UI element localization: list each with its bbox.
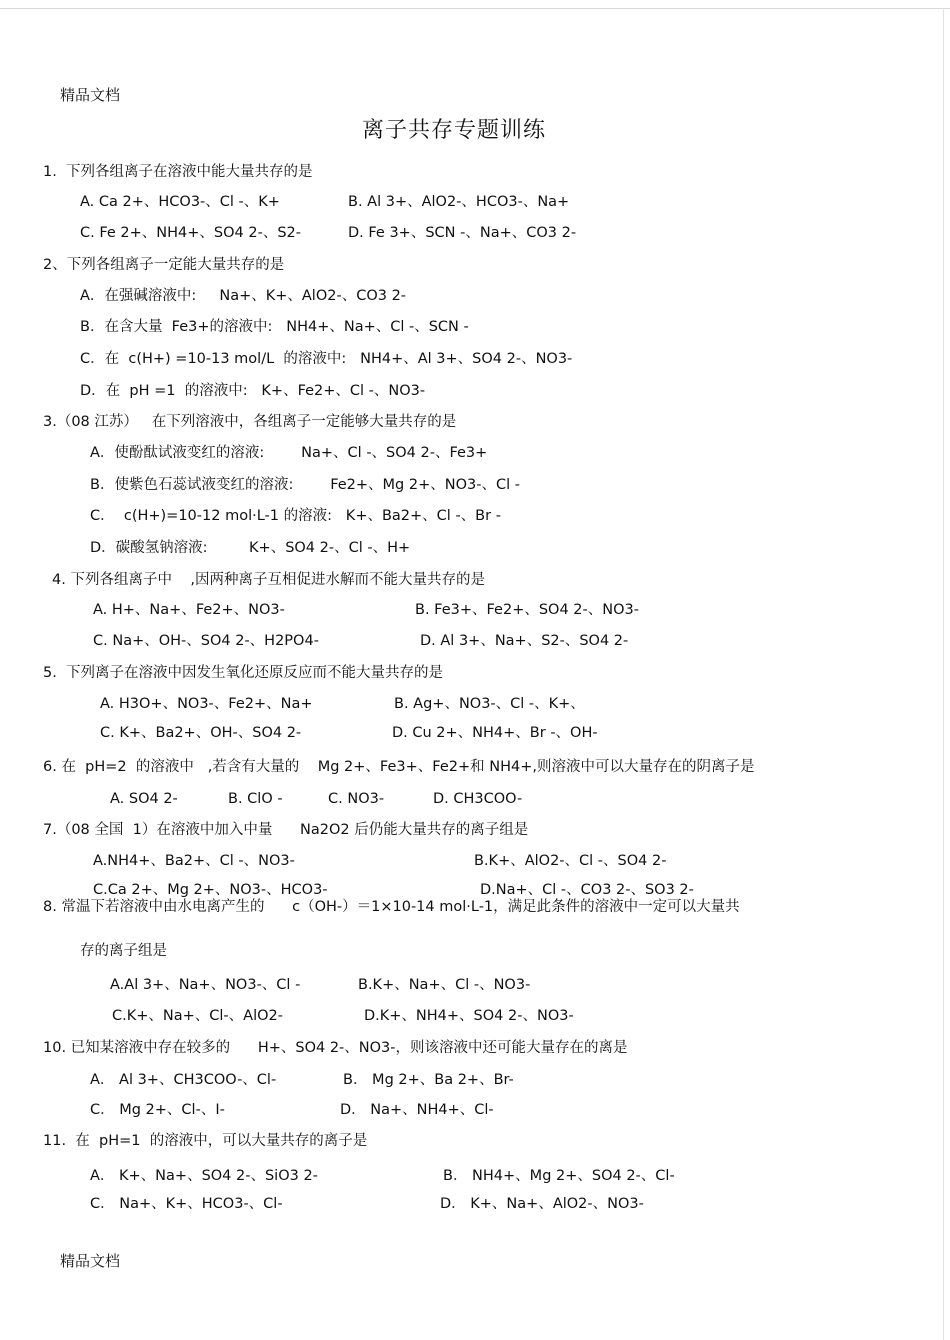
q8-option-a: A.Al 3+、Na+、NO3-、Cl -: [110, 977, 301, 993]
q2-option-d: D．在 pH =1 的溶液中: K+、Fe2+、Cl -、NO3-: [80, 383, 426, 399]
q6-option-c: C. NO3-: [328, 791, 385, 807]
q4-option-a: A. H+、Na+、Fe2+、NO3-: [93, 602, 285, 618]
q11-option-c: C． Na+、K+、HCO3-、Cl-: [90, 1196, 283, 1212]
q10-option-d: D． Na+、NH4+、Cl-: [340, 1102, 494, 1118]
q10-option-a: A． Al 3+、CH3COO-、Cl-: [90, 1072, 277, 1088]
q2-option-c: C．在 c(H+) =10-13 mol/L 的溶液中: NH4+、Al 3+、SO4 2-、NO3-: [80, 351, 573, 367]
q7-option-d: D.Na+、Cl -、CO3 2-、SO3 2-: [480, 882, 694, 898]
q1-option-a: A. Ca 2+、HCO3-、Cl -、K+: [80, 194, 280, 210]
page-right-border: [943, 8, 944, 1340]
q7-option-a: A.NH4+、Ba2+、Cl -、NO3-: [93, 853, 295, 869]
question-8-cont: 存的离子组是: [80, 943, 167, 959]
question-1: 1. 下列各组离子在溶液中能大量共存的是: [43, 164, 313, 180]
q8-option-c: C.K+、Na+、Cl-、AlO2-: [112, 1008, 283, 1024]
q7-option-c: C.Ca 2+、Mg 2+、NO3-、HCO3-: [93, 882, 328, 898]
page-footer: 精品文档: [60, 1252, 121, 1270]
question-6: 6. 在 pH=2 的溶液中 ,若含有大量的 Mg 2+、Fe3+、Fe2+和 NH4+,则溶液中可以大量存在的阴离子是: [43, 759, 755, 775]
page-title: 离子共存专题训练: [361, 118, 546, 143]
q4-option-c: C. Na+、OH-、SO4 2-、H2PO4-: [93, 633, 319, 649]
q3-option-b: B．使紫色石蕊试液变红的溶液: Fe2+、Mg 2+、NO3-、Cl -: [90, 477, 520, 493]
q3-option-c: C． c(H+)=10-12 mol·L-1 的溶液: K+、Ba2+、Cl -、Br -: [90, 508, 501, 524]
q6-option-d: D. CH3COO-: [433, 791, 523, 807]
question-4: 4. 下列各组离子中 ,因两种离子互相促进水解而不能大量共存的是: [52, 572, 485, 588]
q3-option-d: D．碳酸氢钠溶液: K+、SO4 2-、Cl -、H+: [90, 540, 411, 556]
q1-option-c: C. Fe 2+、NH4+、SO4 2-、S2-: [80, 225, 301, 241]
question-10: 10. 已知某溶液中存在较多的 H+、SO4 2-、NO3-，则该溶液中还可能大量存在的离是: [43, 1040, 628, 1056]
q5-option-c: C. K+、Ba2+、OH-、SO4 2-: [100, 725, 302, 741]
q8-option-b: B.K+、Na+、Cl -、NO3-: [358, 977, 531, 993]
q11-option-a: A． K+、Na+、SO4 2-、SiO3 2-: [90, 1168, 318, 1184]
q6-option-b: B. ClO -: [228, 791, 283, 807]
q2-option-a: A．在强碱溶液中: Na+、K+、AlO2-、CO3 2-: [80, 288, 407, 304]
question-7: 7.（08 全国 1）在溶液中加入中量 Na2O2 后仍能大量共存的离子组是: [43, 822, 529, 838]
q2-option-b: B．在含大量 Fe3+的溶液中: NH4+、Na+、Cl -、SCN -: [80, 319, 469, 335]
q6-option-a: A. SO4 2-: [110, 791, 178, 807]
q4-option-d: D. Al 3+、Na+、S2-、SO4 2-: [420, 633, 629, 649]
question-2: 2、下列各组离子一定能大量共存的是: [43, 257, 285, 273]
q11-option-b: B． NH4+、Mg 2+、SO4 2-、Cl-: [443, 1168, 675, 1184]
q5-option-b: B. Ag+、NO3-、Cl -、K+、: [394, 696, 585, 712]
q8-option-d: D.K+、NH4+、SO4 2-、NO3-: [364, 1008, 574, 1024]
question-5: 5. 下列离子在溶液中因发生氧化还原反应而不能大量共存的是: [43, 665, 444, 681]
q4-option-b: B. Fe3+、Fe2+、SO4 2-、NO3-: [415, 602, 639, 618]
q5-option-a: A. H3O+、NO3-、Fe2+、Na+: [100, 696, 313, 712]
page-header: 精品文档: [60, 86, 121, 104]
q1-option-d: D. Fe 3+、SCN -、Na+、CO3 2-: [348, 225, 577, 241]
q7-option-b: B.K+、AlO2-、Cl -、SO4 2-: [474, 853, 667, 869]
q3-option-a: A．使酚酞试液变红的溶液: Na+、Cl -、SO4 2-、Fe3+: [90, 445, 488, 461]
q10-option-c: C． Mg 2+、Cl-、I-: [90, 1102, 225, 1118]
q5-option-d: D. Cu 2+、NH4+、Br -、OH-: [392, 725, 598, 741]
question-8: 8. 常温下若溶液中由水电离产生的 c（OH-）＝1×10-14 mol·L-1，满足此条件的溶液中一定可以大量共: [43, 899, 740, 915]
q11-option-d: D． K+、Na+、AlO2-、NO3-: [440, 1196, 644, 1212]
question-11: 11. 在 pH=1 的溶液中，可以大量共存的离子是: [43, 1133, 368, 1149]
q10-option-b: B． Mg 2+、Ba 2+、Br-: [343, 1072, 514, 1088]
question-3: 3.（08 江苏） 在下列溶液中，各组离子一定能够大量共存的是: [43, 414, 457, 430]
page-top-border: [0, 8, 950, 9]
q1-option-b: B. Al 3+、AlO2-、HCO3-、Na+: [348, 194, 570, 210]
